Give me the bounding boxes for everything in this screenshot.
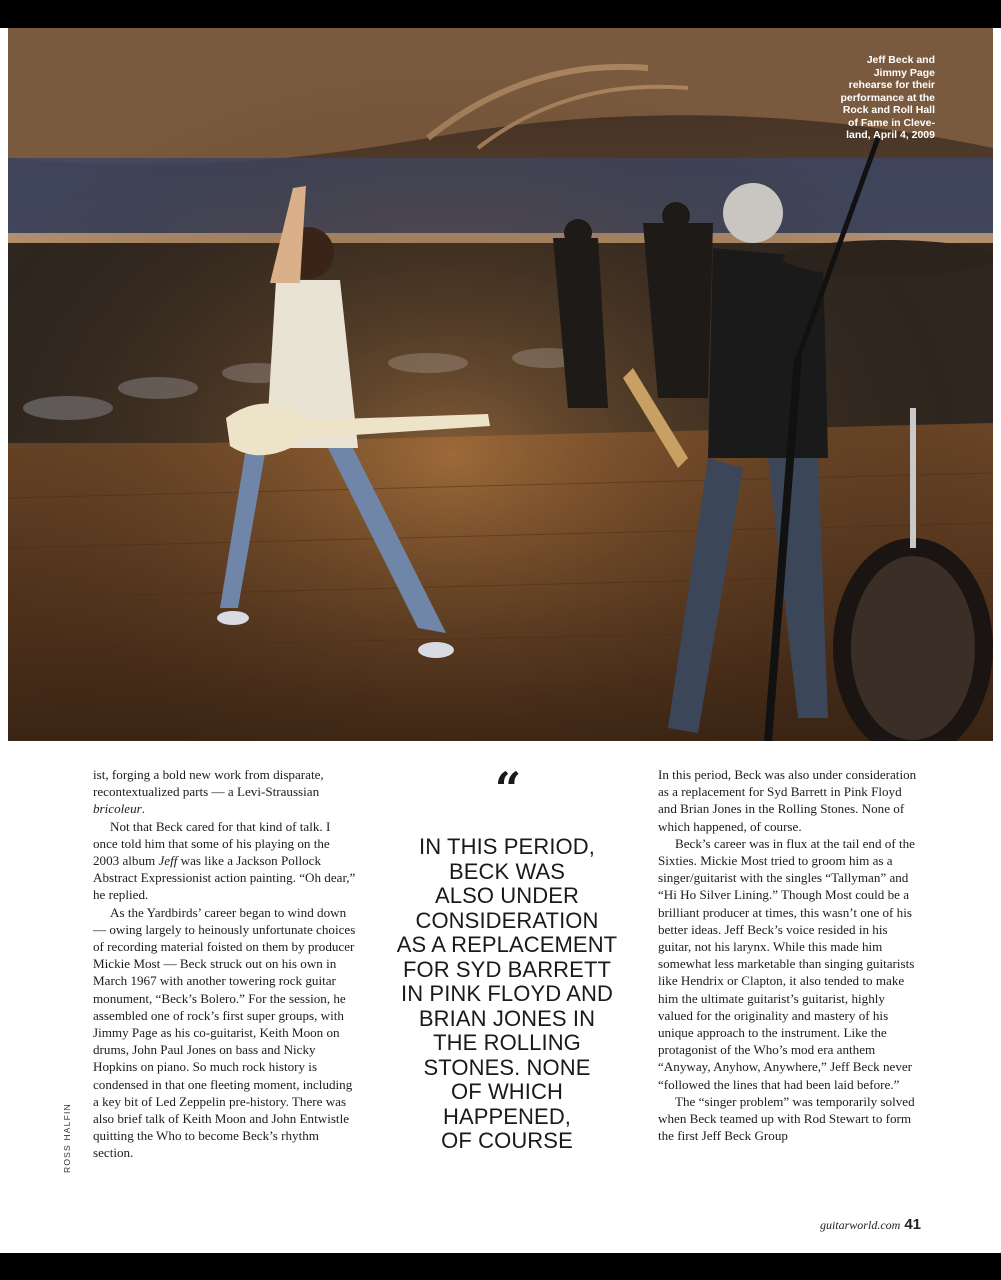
caption-line: Rock and Roll Hall (842, 104, 935, 116)
pull-quote-line: OF WHICH (450, 1079, 563, 1104)
pull-quote-line: IN PINK FLOYD AND (401, 981, 613, 1006)
pull-quote-line: CONSIDERATION (415, 907, 599, 933)
pull-quote-line: IN THIS PERIOD, (419, 834, 595, 859)
right-column (658, 766, 920, 1144)
italic-term: bricoleur (93, 801, 142, 817)
paragraph: Not that Beck cared for that kind of talk. I once told him that some of his playing on the 2003 album Jeff was like a Jackson Pollock Abstract Expressionist action painting. “Oh dear,” he replied. (93, 818, 356, 903)
caption-line: Jimmy Page (873, 66, 935, 79)
paragraph: As the Yardbirds’ career began to wind down — owing largely to heinously unfortunate choices of recording material foisted on them by producer Mickie Most — Beck struck out on his own in March 1967 with another towering rock guitar monument, “Beck’s Bolero.” For the session, he assembled one of rock’s first super groups, with Jimmy Page as his co-guitarist, Keith Moon on drums, John Paul Jones on bass and Nicky Hopkins on piano. So much rock history is condensed in that one fleeting moment, including a key bit of Led Zeppelin pre-history. There was also brief talk of Keith Moon and John Entwistle quitting the Who to become Beck’s rhythm section. (93, 904, 356, 1161)
paragraph: Beck’s career was in flux at the tail end of the Sixties. Mickie Most tried to groom him as a singer/guitarist with the singles “Tallyman” and “Hi Ho Silver Lining.” Though Most could be a brilliant producer at times, this wasn’t one of his better ideas. Jeff Beck’s voice resided in his guitar, not his larynx. While this made him somewhat less marketable than singing guitarists like Hendrix or Clapton, it also tended to make him the ultimate guitarist’s guitarist, highly valued for the originality and mastery of his unique approach to the instrument. Like the protagonist of the Who’s mod era anthem “Anyway, Anyhow, Anywhere,” Jeff Beck never “followed the lines that had been laid before.” (658, 835, 915, 1092)
pull-quote-line: FOR SYD BARRETT (402, 956, 612, 982)
page-footer (820, 1216, 921, 1233)
bottom-black-bar (0, 1253, 1001, 1280)
top-black-bar (0, 0, 1001, 28)
pull-quote (383, 835, 631, 1154)
quote-mark: “ (494, 762, 522, 816)
album-title: Jeff (158, 853, 178, 869)
photo-caption (795, 54, 935, 142)
caption-line: Jeff Beck and (866, 54, 935, 66)
pull-quote-line: BECK WAS (448, 858, 566, 884)
concert-photo (8, 28, 993, 741)
pull-quote-line: THE ROLLING (433, 1030, 581, 1055)
pull-quote-line: ALSO UNDER (434, 883, 580, 908)
paragraph: The “singer problem” was temporarily solved when Beck teamed up with Rod Stewart to form the first Jeff Beck Group (658, 1093, 915, 1144)
caption-line: of Fame in Cleve- (848, 116, 935, 129)
caption-line: rehearse for their (848, 79, 935, 91)
pull-quote-line: AS A REPLACEMENT (396, 932, 618, 957)
left-column (93, 766, 356, 1162)
photo-credit: ROSS HALFIN (62, 1103, 72, 1173)
caption-line: land, April 4, 2009 (846, 129, 935, 141)
page-number: 41 (904, 1216, 921, 1233)
pull-quote-line: OF COURSE (441, 1128, 573, 1153)
pull-quote-line: HAPPENED, (442, 1103, 572, 1129)
caption-line: performance at the (840, 91, 935, 104)
pull-quote-line: BRIAN JONES IN (418, 1005, 596, 1031)
paragraph: In this period, Beck was also under consideration as a replacement for Syd Barrett in Pink Floyd and Brian Jones in the Rolling Stones. None of which happened, of course. (658, 767, 917, 834)
paragraph: ist, forging a bold new work from disparate, recontextualized parts — a Levi-Straussian bricoleur. (93, 767, 324, 817)
website-link[interactable]: guitarworld.com (819, 1218, 901, 1232)
pull-quote-line: STONES. NONE (423, 1054, 591, 1080)
